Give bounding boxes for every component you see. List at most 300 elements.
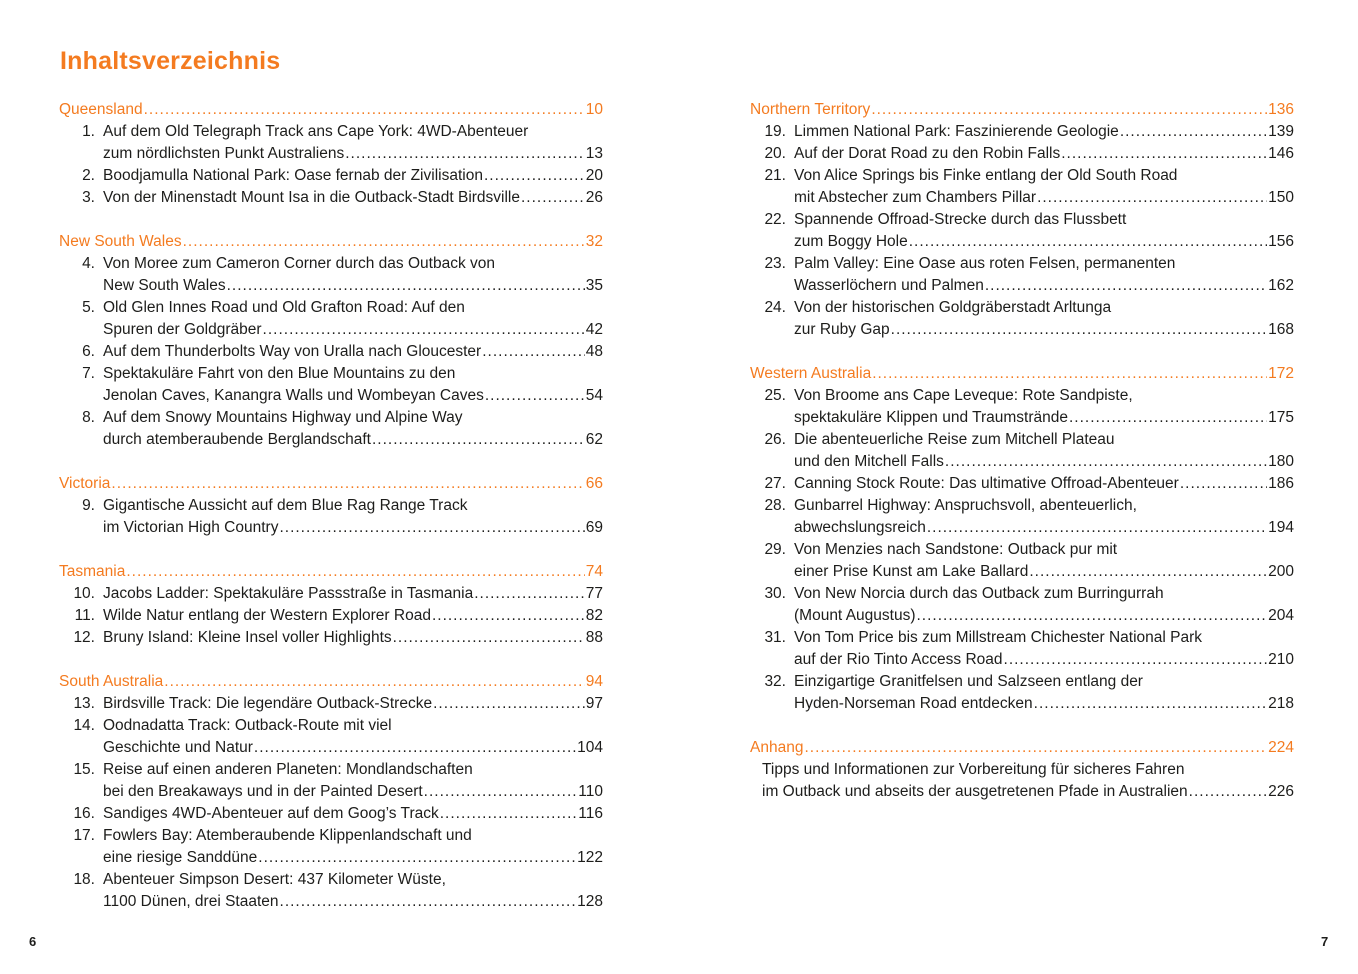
- entry-number: 24.: [764, 299, 786, 316]
- entry-title: bei den Breakaways und in der Painted Desert: [103, 783, 423, 800]
- entry-title: und den Mitchell Falls: [794, 453, 944, 470]
- section-title: Tasmania: [59, 563, 126, 580]
- entry-title: Jacobs Ladder: Spektakuläre Passstraße in Tasmania: [103, 585, 474, 602]
- entry-title: Boodjamulla National Park: Oase fernab der Zivilisation: [103, 167, 483, 184]
- dot-leader: [474, 583, 585, 605]
- page-title: Inhaltsverzeichnis: [60, 47, 281, 75]
- dot-leader: [1037, 187, 1267, 209]
- toc-entry[interactable]: [59, 627, 603, 649]
- entry-line: [59, 825, 603, 847]
- entry-title: Einzigartige Granitfelsen und Salzseen entlang der: [794, 673, 1143, 690]
- entry-title: im Outback und abseits der ausgetretenen Pfade in Australien: [762, 783, 1188, 800]
- dot-leader: [164, 671, 584, 693]
- toc-section-heading[interactable]: [59, 99, 603, 121]
- dot-leader: [1189, 781, 1267, 803]
- indent: [750, 649, 794, 671]
- entry-number: 10.: [73, 585, 95, 602]
- entry-title: einer Prise Kunst am Lake Ballard: [794, 563, 1029, 580]
- entry-title: Limmen National Park: Faszinierende Geologie: [794, 123, 1119, 140]
- entry-number: 20.: [764, 145, 786, 162]
- dot-leader: [1180, 473, 1267, 495]
- indent: [750, 231, 794, 253]
- entry-page-number: 180: [1268, 453, 1294, 470]
- entry-line: [750, 759, 1294, 781]
- entry-title: Gigantische Aussicht auf dem Blue Rag Range Track: [103, 497, 468, 514]
- entry-line: [59, 759, 603, 781]
- entry-title: Von Tom Price bis zum Millstream Chichester National Park: [794, 629, 1203, 646]
- entry-page-number: 13: [585, 145, 603, 162]
- entry-number: 5.: [82, 299, 95, 316]
- entry-title: Abenteuer Simpson Desert: 437 Kilometer Wüste,: [103, 871, 446, 888]
- entry-title: durch atemberaubende Berglandschaft: [103, 431, 371, 448]
- toc-entry[interactable]: [59, 605, 603, 627]
- entry-number: 13.: [73, 695, 95, 712]
- entry-page-number: 62: [585, 431, 603, 448]
- dot-leader: [1120, 121, 1267, 143]
- entry-line: [59, 275, 603, 297]
- entry-page-number: 97: [585, 695, 603, 712]
- entry-number: 30.: [764, 585, 786, 602]
- indent: [750, 275, 794, 297]
- entry-title: Palm Valley: Eine Oase aus roten Felsen, permanenten: [794, 255, 1176, 272]
- entry-number: 4.: [82, 255, 95, 272]
- dot-leader: [345, 143, 585, 165]
- dot-leader: [1069, 407, 1267, 429]
- entry-number: 15.: [73, 761, 95, 778]
- entry-title: zum nördlichsten Punkt Australiens: [103, 145, 345, 162]
- dot-leader: [279, 517, 584, 539]
- entry-page-number: 26: [585, 189, 603, 206]
- entry-number: 9.: [82, 497, 95, 514]
- entry-page-number: 77: [585, 585, 603, 602]
- entry-title: Old Glen Innes Road und Old Grafton Road: Auf den: [103, 299, 465, 316]
- entry-line: [750, 275, 1294, 297]
- dot-leader: [372, 429, 585, 451]
- dot-leader: [263, 319, 585, 341]
- entry-number: 29.: [764, 541, 786, 558]
- entry-line: [59, 781, 603, 803]
- entry-title: Gunbarrel Highway: Anspruchsvoll, abenteuerlich,: [794, 497, 1137, 514]
- entry-title: Von Alice Springs bis Finke entlang der Old South Road: [794, 167, 1178, 184]
- dot-leader: [804, 737, 1267, 759]
- entry-number: 27.: [764, 475, 786, 492]
- entry-number: 28.: [764, 497, 786, 514]
- entry-title: Die abenteuerliche Reise zum Mitchell Plateau: [794, 431, 1115, 448]
- section-title: New South Wales: [59, 233, 182, 250]
- toc-section: [750, 99, 1294, 341]
- entry-number: 7.: [82, 365, 95, 382]
- entry-line: [750, 583, 1294, 605]
- entry-page-number: 69: [585, 519, 603, 536]
- entry-line: [750, 539, 1294, 561]
- indent: [59, 737, 103, 759]
- toc-entry[interactable]: [750, 759, 1294, 803]
- entry-page-number: 54: [585, 387, 603, 404]
- toc-entry[interactable]: [59, 825, 603, 869]
- entry-page-number: 35: [585, 277, 603, 294]
- dot-leader: [126, 561, 584, 583]
- entry-number: 23.: [764, 255, 786, 272]
- entry-page-number: 139: [1268, 123, 1294, 140]
- toc-entry[interactable]: [750, 385, 1294, 429]
- dot-leader: [985, 275, 1267, 297]
- entry-title: 1100 Dünen, drei Staaten: [103, 893, 279, 910]
- entry-title: Tipps und Informationen zur Vorbereitung für sicheres Fahren: [762, 761, 1185, 778]
- entry-line: [59, 869, 603, 891]
- entry-title: Sandiges 4WD-Abenteuer auf dem Goog’s Track: [103, 805, 439, 822]
- entry-line: [750, 649, 1294, 671]
- entry-line: [59, 715, 603, 737]
- entry-page-number: 104: [577, 739, 603, 756]
- page-number-right: 7: [1321, 934, 1329, 949]
- toc-entry[interactable]: [59, 253, 603, 297]
- section-page-number: 74: [585, 563, 603, 580]
- entry-title: Canning Stock Route: Das ultimative Offroad-Abenteuer: [794, 475, 1179, 492]
- entry-line: [59, 363, 603, 385]
- entry-line: [59, 583, 603, 605]
- entry-page-number: 116: [578, 805, 603, 822]
- entry-page-number: 162: [1268, 277, 1294, 294]
- entry-title: im Victorian High Country: [103, 519, 279, 536]
- entry-page-number: 168: [1268, 321, 1294, 338]
- dot-leader: [111, 473, 584, 495]
- entry-line: [750, 297, 1294, 319]
- toc-entry[interactable]: [750, 583, 1294, 627]
- indent: [59, 143, 103, 165]
- entry-title: Von der Minenstadt Mount Isa in die Outback-Stadt Birdsville: [103, 189, 520, 206]
- section-page-number: 66: [585, 475, 603, 492]
- toc-entry[interactable]: [750, 627, 1294, 671]
- indent: [750, 187, 794, 209]
- entry-number: 18.: [73, 871, 95, 888]
- entry-line: [750, 407, 1294, 429]
- toc-section: [750, 737, 1294, 803]
- entry-number: 2.: [82, 167, 95, 184]
- entry-title: Spuren der Goldgräber: [103, 321, 262, 338]
- indent: [750, 561, 794, 583]
- dot-leader: [1034, 693, 1267, 715]
- entry-title: Birdsville Track: Die legendäre Outback-Strecke: [103, 695, 433, 712]
- entry-title: Wasserlöchern und Palmen: [794, 277, 984, 294]
- toc-entry[interactable]: [59, 297, 603, 341]
- section-title: Queensland: [59, 101, 143, 118]
- entry-title: zum Boggy Hole: [794, 233, 908, 250]
- entry-line: [750, 385, 1294, 407]
- entry-title: Geschichte und Natur: [103, 739, 253, 756]
- toc-entry[interactable]: [59, 363, 603, 407]
- entry-line: [750, 605, 1294, 627]
- entry-line: [59, 429, 603, 451]
- entry-line: [750, 319, 1294, 341]
- entry-page-number: 218: [1268, 695, 1294, 712]
- dot-leader: [909, 231, 1267, 253]
- entry-line: [59, 605, 603, 627]
- toc-entry[interactable]: [750, 297, 1294, 341]
- indent: [59, 429, 103, 451]
- entry-page-number: 175: [1268, 409, 1294, 426]
- entry-title: New South Wales: [103, 277, 226, 294]
- dot-leader: [424, 781, 578, 803]
- indent: [59, 275, 103, 297]
- toc-section: [59, 671, 603, 913]
- entry-line: [750, 781, 1294, 803]
- entry-page-number: 204: [1268, 607, 1294, 624]
- toc-entry[interactable]: [750, 143, 1294, 165]
- entry-line: [59, 187, 603, 209]
- toc-entry[interactable]: [59, 341, 603, 363]
- entry-number: 19.: [764, 123, 786, 140]
- section-page-number: 94: [585, 673, 603, 690]
- entry-title: Auf dem Snowy Mountains Highway und Alpine Way: [103, 409, 463, 426]
- toc-entry[interactable]: [59, 407, 603, 451]
- entry-title: Auf dem Old Telegraph Track ans Cape York: 4WD-Abenteuer: [103, 123, 529, 140]
- indent: [59, 891, 103, 913]
- entry-page-number: 42: [585, 321, 603, 338]
- toc-entry[interactable]: [59, 187, 603, 209]
- indent: [750, 781, 762, 803]
- toc-section-heading[interactable]: [59, 231, 603, 253]
- entry-title: mit Abstecher zum Chambers Pillar: [794, 189, 1037, 206]
- toc-entry[interactable]: [59, 869, 603, 913]
- toc-entry[interactable]: [59, 583, 603, 605]
- toc-section-heading[interactable]: [59, 671, 603, 693]
- entry-number: 11.: [74, 607, 95, 624]
- dot-leader: [227, 275, 585, 297]
- toc-section: [59, 473, 603, 539]
- entry-line: [59, 297, 603, 319]
- entry-title: Hyden-Norseman Road entdecken: [794, 695, 1033, 712]
- toc-entry[interactable]: [59, 121, 603, 165]
- toc-entry[interactable]: [750, 473, 1294, 495]
- toc-entry[interactable]: [750, 539, 1294, 583]
- indent: [59, 319, 103, 341]
- entry-page-number: 48: [585, 343, 603, 360]
- toc-section-heading[interactable]: [750, 99, 1294, 121]
- entry-number: 17.: [73, 827, 95, 844]
- entry-page-number: 210: [1268, 651, 1294, 668]
- entry-line: [59, 121, 603, 143]
- toc-entry[interactable]: [750, 671, 1294, 715]
- toc-column-left: [59, 99, 603, 935]
- entry-number: 16.: [73, 805, 95, 822]
- entry-line: [750, 209, 1294, 231]
- dot-leader: [183, 231, 585, 253]
- indent: [750, 605, 794, 627]
- entry-title: Reise auf einen anderen Planeten: Mondlandschaften: [103, 761, 473, 778]
- entry-number: 3.: [82, 189, 95, 206]
- indent: [59, 517, 103, 539]
- entry-title: Wilde Natur entlang der Western Explorer Road: [103, 607, 431, 624]
- entry-line: [750, 517, 1294, 539]
- entry-line: [750, 143, 1294, 165]
- entry-number: 12.: [73, 629, 95, 646]
- toc-section-heading[interactable]: [750, 737, 1294, 759]
- entry-title: Auf der Dorat Road zu den Robin Falls: [794, 145, 1061, 162]
- entry-title: Fowlers Bay: Atemberaubende Klippenlandschaft und: [103, 827, 472, 844]
- dot-leader: [891, 319, 1267, 341]
- dot-leader: [393, 627, 585, 649]
- entry-page-number: 194: [1268, 519, 1294, 536]
- entry-line: [750, 231, 1294, 253]
- entry-title: Jenolan Caves, Kanangra Walls und Wombeyan Caves: [103, 387, 484, 404]
- entry-line: [750, 121, 1294, 143]
- entry-line: [750, 187, 1294, 209]
- entry-line: [59, 495, 603, 517]
- entry-number: 31.: [764, 629, 786, 646]
- indent: [750, 407, 794, 429]
- dot-leader: [1061, 143, 1267, 165]
- entry-title: zur Ruby Gap: [794, 321, 890, 338]
- toc-entry[interactable]: [59, 803, 603, 825]
- entry-page-number: 20: [585, 167, 603, 184]
- entry-number: 32.: [764, 673, 786, 690]
- section-title: Victoria: [59, 475, 111, 492]
- toc-section: [59, 99, 603, 209]
- dot-leader: [916, 605, 1267, 627]
- toc-entry[interactable]: [750, 121, 1294, 143]
- dot-leader: [482, 341, 585, 363]
- entry-line: [750, 693, 1294, 715]
- entry-number: 8.: [82, 409, 95, 426]
- entry-line: [59, 737, 603, 759]
- dot-leader: [440, 803, 578, 825]
- toc-entry[interactable]: [59, 759, 603, 803]
- section-title: Western Australia: [750, 365, 872, 382]
- dot-leader: [872, 363, 1267, 385]
- section-title: Anhang: [750, 739, 804, 756]
- toc-section-heading[interactable]: [59, 473, 603, 495]
- entry-page-number: 156: [1268, 233, 1294, 250]
- indent: [750, 693, 794, 715]
- indent: [750, 451, 794, 473]
- toc-entry[interactable]: [750, 253, 1294, 297]
- entry-number: 6.: [82, 343, 95, 360]
- entry-line: [59, 253, 603, 275]
- entry-line: [750, 451, 1294, 473]
- entry-number: 14.: [73, 717, 95, 734]
- entry-line: [59, 803, 603, 825]
- toc-section-heading[interactable]: [59, 561, 603, 583]
- entry-line: [59, 165, 603, 187]
- toc-entry[interactable]: [750, 209, 1294, 253]
- toc-section: [750, 363, 1294, 715]
- entry-line: [750, 473, 1294, 495]
- entry-title: eine riesige Sanddüne: [103, 849, 258, 866]
- entry-title: (Mount Augustus): [794, 607, 916, 624]
- toc-column-right: [750, 99, 1294, 825]
- dot-leader: [871, 99, 1267, 121]
- dot-leader: [254, 737, 576, 759]
- entry-title: Oodnadatta Track: Outback-Route mit viel: [103, 717, 392, 734]
- entry-page-number: 150: [1268, 189, 1294, 206]
- dot-leader: [1004, 649, 1268, 671]
- toc-section: [59, 561, 603, 649]
- dot-leader: [485, 385, 585, 407]
- entry-number: 25.: [764, 387, 786, 404]
- indent: [59, 847, 103, 869]
- entry-line: [750, 671, 1294, 693]
- entry-line: [59, 143, 603, 165]
- entry-line: [59, 891, 603, 913]
- dot-leader: [432, 605, 585, 627]
- entry-page-number: 226: [1268, 783, 1294, 800]
- entry-page-number: 200: [1268, 563, 1294, 580]
- entry-title: Von Menzies nach Sandstone: Outback pur mit: [794, 541, 1118, 558]
- entry-line: [750, 495, 1294, 517]
- page-number-left: 6: [29, 934, 37, 949]
- entry-number: 1.: [82, 123, 95, 140]
- toc-entry[interactable]: [750, 495, 1294, 539]
- dot-leader: [927, 517, 1267, 539]
- toc-entry[interactable]: [59, 165, 603, 187]
- dot-leader: [144, 99, 585, 121]
- entry-page-number: 128: [577, 893, 603, 910]
- entry-page-number: 88: [585, 629, 603, 646]
- indent: [750, 759, 762, 781]
- indent: [59, 385, 103, 407]
- entry-title: Von der historischen Goldgräberstadt Arltunga: [794, 299, 1112, 316]
- entry-page-number: 146: [1268, 145, 1294, 162]
- section-title: Northern Territory: [750, 101, 871, 118]
- indent: [750, 517, 794, 539]
- toc-entry[interactable]: [750, 429, 1294, 473]
- entry-title: Spektakuläre Fahrt von den Blue Mountains zu den: [103, 365, 456, 382]
- entry-page-number: 186: [1268, 475, 1294, 492]
- dot-leader: [521, 187, 585, 209]
- dot-leader: [433, 693, 585, 715]
- section-page-number: 172: [1268, 365, 1294, 382]
- entry-line: [59, 693, 603, 715]
- dot-leader: [280, 891, 577, 913]
- section-page-number: 10: [585, 101, 603, 118]
- dot-leader: [484, 165, 585, 187]
- section-title: South Australia: [59, 673, 164, 690]
- entry-title: abwechslungsreich: [794, 519, 926, 536]
- entry-title: Von Broome ans Cape Leveque: Rote Sandpiste,: [794, 387, 1133, 404]
- entry-page-number: 110: [578, 783, 603, 800]
- entry-line: [59, 517, 603, 539]
- entry-title: Von Moree zum Cameron Corner durch das Outback von: [103, 255, 495, 272]
- entry-line: [750, 561, 1294, 583]
- entry-number: 21.: [764, 167, 786, 184]
- toc-section-heading[interactable]: [750, 363, 1294, 385]
- section-page-number: 32: [585, 233, 603, 250]
- toc-entry[interactable]: [59, 693, 603, 715]
- entry-title: Bruny Island: Kleine Insel voller Highlights: [103, 629, 392, 646]
- entry-line: [59, 627, 603, 649]
- entry-title: Spannende Offroad-Strecke durch das Flussbett: [794, 211, 1127, 228]
- toc-entry[interactable]: [750, 165, 1294, 209]
- section-page-number: 136: [1268, 101, 1294, 118]
- dot-leader: [945, 451, 1267, 473]
- entry-title: auf der Rio Tinto Access Road: [794, 651, 1003, 668]
- indent: [750, 319, 794, 341]
- entry-line: [750, 627, 1294, 649]
- toc-entry[interactable]: [59, 495, 603, 539]
- entry-page-number: 82: [585, 607, 603, 624]
- entry-title: Von New Norcia durch das Outback zum Burringurrah: [794, 585, 1164, 602]
- entry-line: [59, 319, 603, 341]
- entry-title: Auf dem Thunderbolts Way von Uralla nach Gloucester: [103, 343, 482, 360]
- entry-line: [750, 165, 1294, 187]
- entry-line: [59, 847, 603, 869]
- toc-entry[interactable]: [59, 715, 603, 759]
- section-page-number: 224: [1268, 739, 1294, 756]
- dot-leader: [258, 847, 576, 869]
- entry-number: 26.: [764, 431, 786, 448]
- entry-line: [750, 253, 1294, 275]
- entry-line: [750, 429, 1294, 451]
